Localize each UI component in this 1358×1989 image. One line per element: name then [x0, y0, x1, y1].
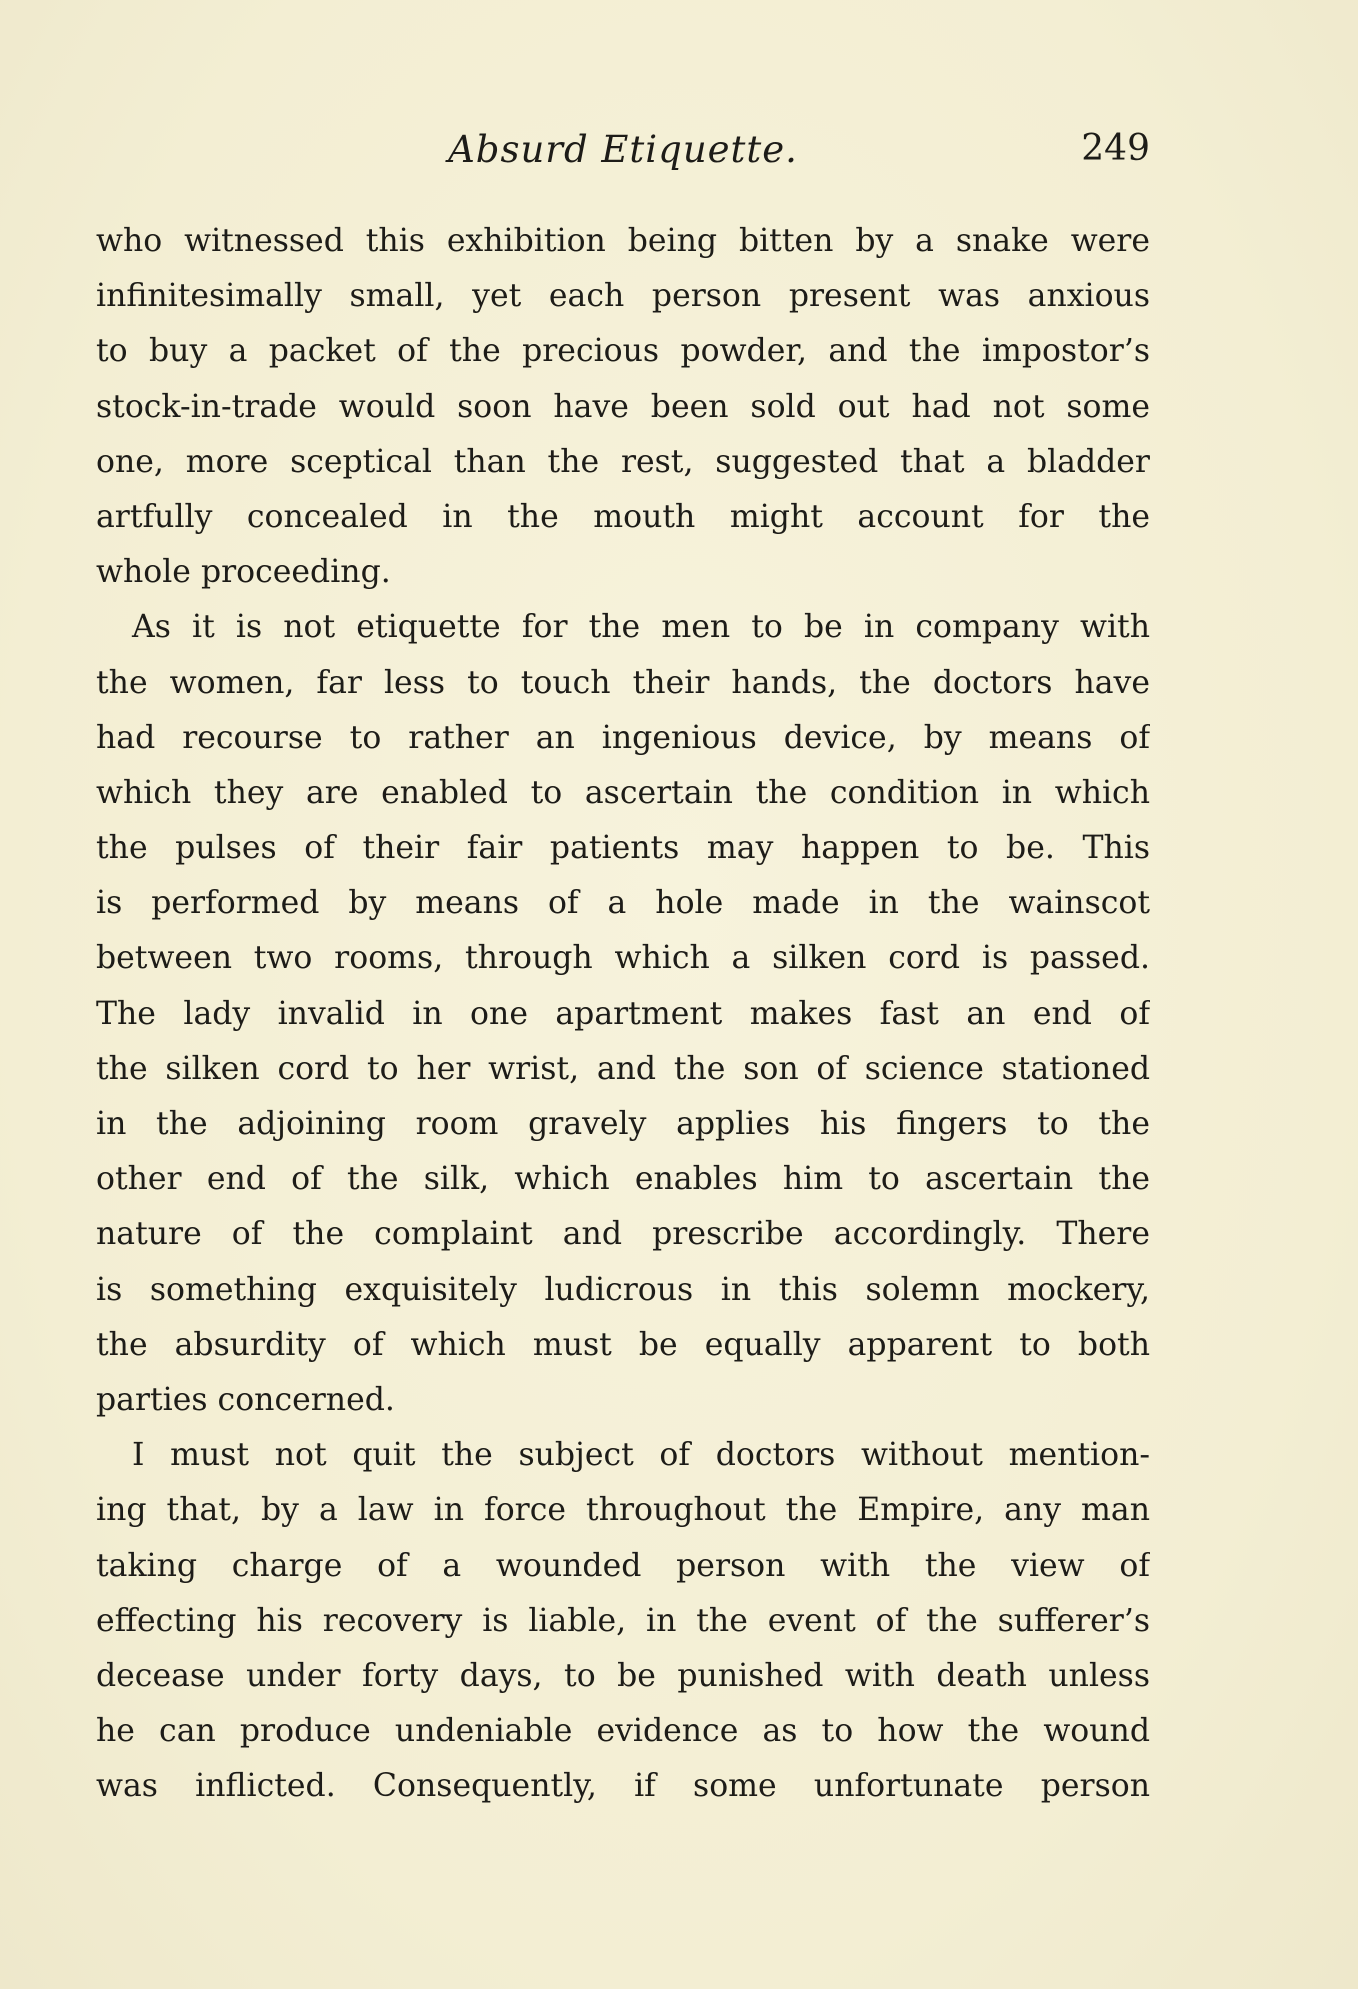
body-text — [96, 214, 1150, 1814]
text-line: was inflicted. Consequently, if some unfortunate person — [96, 1768, 1150, 1805]
text-line: taking charge of a wounded person with the view of — [96, 1547, 1150, 1584]
running-head — [96, 128, 1150, 178]
text-line: he can produce undeniable evidence as to how the wound — [96, 1713, 1150, 1750]
text-line: the silken cord to her wrist, and the son of science stationed — [96, 1050, 1150, 1087]
text-line: one, more sceptical than the rest, suggested that a bladder — [96, 443, 1150, 480]
text-line: to buy a packet of the precious powder, and the impostor’s — [96, 333, 1150, 370]
text-line: the women, far less to touch their hands, the doctors have — [96, 664, 1150, 701]
text-line: whole proceeding. — [96, 554, 391, 591]
text-line: which they are enabled to ascertain the condition in which — [96, 774, 1150, 811]
text-line: the pulses of their fair patients may happen to be. This — [96, 830, 1150, 867]
text-line: stock-in-trade would soon have been sold out had not some — [96, 388, 1150, 425]
text-line: The lady invalid in one apartment makes fast an end of — [96, 995, 1150, 1032]
text-line: infinitesimally small, yet each person present was anxious — [96, 278, 1150, 315]
text-line: is something exquisitely ludicrous in this solemn mockery, — [96, 1271, 1150, 1308]
text-line: between two rooms, through which a silken cord is passed. — [96, 940, 1150, 977]
text-line: effecting his recovery is liable, in the event of the sufferer’s — [96, 1602, 1150, 1639]
text-line: parties concerned. — [96, 1381, 395, 1418]
running-head-title: Absurd Etiquette. — [448, 128, 798, 171]
text-line: had recourse to rather an ingenious device, by means of — [96, 719, 1150, 756]
page-number: 249 — [1081, 128, 1150, 169]
text-line: who witnessed this exhibition being bitten by a snake were — [96, 223, 1150, 259]
text-line: the absurdity of which must be equally apparent to both — [96, 1326, 1150, 1363]
paragraph-first-line: I must not quit the subject of doctors without mention- — [132, 1437, 1150, 1474]
text-line: ing that, by a law in force throughout the Empire, any man — [96, 1492, 1150, 1529]
text-line: nature of the complaint and prescribe accordingly. There — [96, 1216, 1150, 1253]
text-line: artfully concealed in the mouth might account for the — [96, 498, 1150, 535]
paragraph-first-line: As it is not etiquette for the men to be in company with — [132, 609, 1150, 646]
text-line: decease under forty days, to be punished with death unless — [96, 1657, 1150, 1694]
text-line: is performed by means of a hole made in the wainscot — [96, 885, 1150, 922]
text-line: other end of the silk, which enables him to ascertain the — [96, 1161, 1150, 1198]
text-line: in the adjoining room gravely applies his fingers to the — [96, 1106, 1150, 1142]
